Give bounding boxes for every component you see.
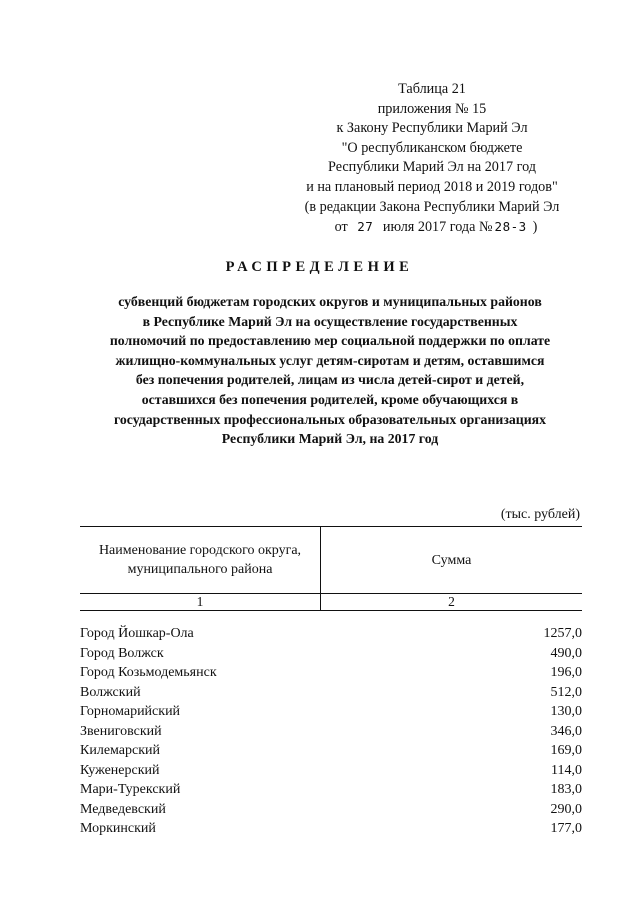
table-row: [80, 663, 582, 683]
date-middle: июля 2017 года №: [382, 219, 493, 236]
table-row: [80, 819, 582, 839]
district-name: Город Йошкар-Ола: [80, 626, 194, 641]
subtitle-line: без попечения родителей, лицам из числа детей-сирот и детей,: [135, 372, 525, 388]
amount-value: 130,0: [550, 704, 582, 719]
date-prefix: от: [334, 219, 348, 236]
header-line: к Закону Республики Марий Эл: [336, 120, 528, 137]
table-header-row: [80, 527, 582, 594]
amount-value: 346,0: [550, 723, 582, 739]
header-line: Республики Марий Эл на 2017 год: [328, 159, 536, 176]
district-name: Волжский: [80, 684, 141, 700]
district-name: Мари-Турекский: [80, 782, 181, 797]
column-number-row: [80, 594, 582, 611]
amount-value: 490,0: [550, 645, 582, 661]
table-row: [80, 761, 582, 781]
table-row: [80, 702, 582, 722]
date-day: 27: [357, 219, 374, 235]
header-line: и на плановый период 2018 и 2019 годов": [306, 178, 558, 195]
subtitle-line: оставшихся без попечения родителей, кроме обучающихся в: [141, 391, 519, 407]
header-line: "О республиканском бюджете: [341, 139, 523, 156]
amount-value: 290,0: [550, 801, 582, 817]
column-number-2: 2: [320, 594, 582, 610]
amount-value: 177,0: [550, 821, 582, 836]
column-number-1: 1: [196, 594, 204, 609]
document-header: [282, 80, 582, 238]
units-label: (тыс. рублей): [500, 507, 580, 522]
law-number: 28-З: [494, 219, 527, 235]
table-row: [80, 683, 582, 703]
header-line: приложения № 15: [377, 100, 487, 117]
district-name: Звениговский: [80, 723, 162, 739]
table-row: [80, 800, 582, 820]
subtitle-line: государственных профессиональных образовательных организациях: [113, 411, 547, 427]
date-suffix: ): [532, 219, 538, 236]
district-name: Куженерский: [80, 762, 160, 778]
district-name: Город Козьмодемьянск: [80, 665, 217, 680]
amount-value: 169,0: [550, 743, 582, 758]
district-name: Моркинский: [80, 821, 156, 836]
document-title: РАСПРЕДЕЛЕНИЕ: [225, 259, 414, 275]
table-header: [80, 526, 582, 611]
subtitle-line: субвенций бюджетам городских округов и муниципальных районов: [118, 294, 542, 309]
table-body: [80, 624, 582, 839]
document-subtitle: [70, 292, 590, 449]
table-row: [80, 780, 582, 800]
law-date-line: [282, 217, 582, 238]
subtitle-line: в Республике Марий Эл на осуществление государственных: [142, 313, 518, 329]
header-line: (в редакции Закона Республики Марий Эл: [304, 198, 560, 215]
table-row: [80, 722, 582, 742]
district-name: Город Волжск: [80, 645, 164, 661]
amount-value: 196,0: [550, 665, 582, 680]
subtitle-line: полномочий по предоставлению мер социальной поддержки по оплате: [109, 333, 551, 349]
district-name: Медведевский: [80, 801, 166, 817]
subtitle-line: жилищно-коммунальных услуг детям-сиротам и детям, оставшимся: [115, 352, 545, 368]
subtitle-line: Республики Марий Эл, на 2017 год: [221, 431, 439, 447]
amount-value: 183,0: [550, 782, 582, 797]
header-sum-column: Сумма: [320, 527, 582, 593]
table-row: [80, 644, 582, 664]
header-name-column: Наименование городского округа, муниципального района: [98, 543, 302, 577]
table-row: [80, 741, 582, 761]
amount-value: 512,0: [550, 684, 582, 700]
district-name: Горномарийский: [80, 704, 181, 719]
amount-value: 114,0: [551, 762, 582, 778]
amount-value: 1257,0: [543, 626, 582, 641]
header-line: Таблица 21: [398, 81, 466, 97]
district-name: Килемарский: [80, 743, 161, 758]
table-row: [80, 624, 582, 644]
